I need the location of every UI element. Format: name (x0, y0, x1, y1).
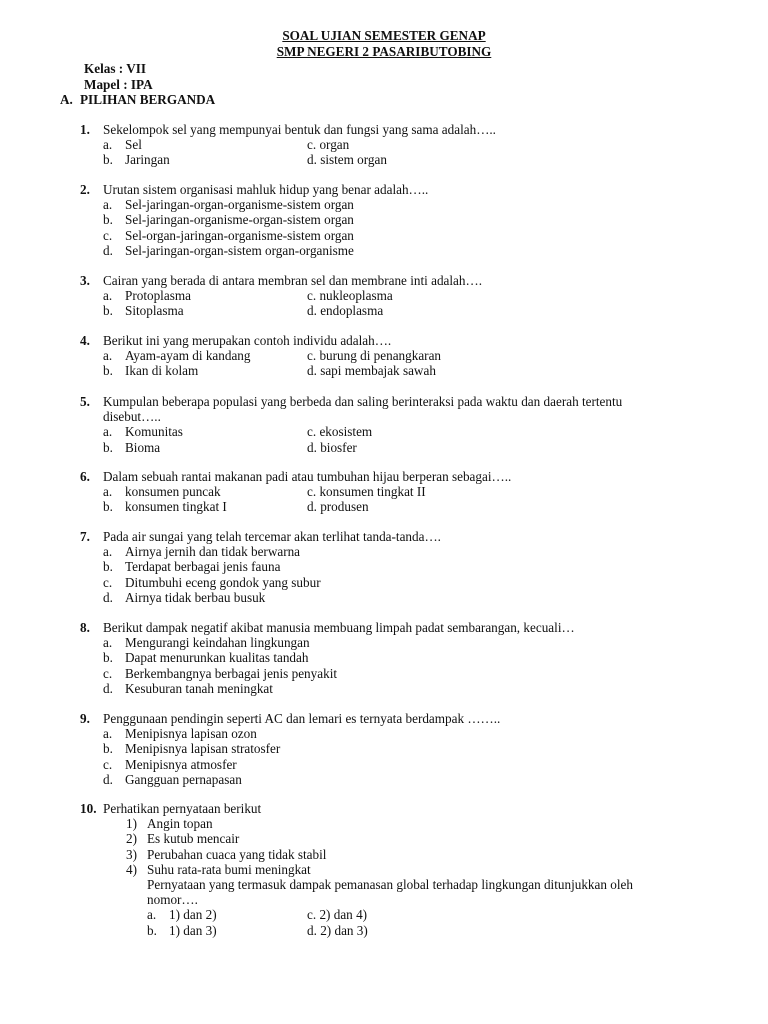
option-letter: a. (103, 484, 113, 500)
question-1 (80, 122, 720, 168)
option-letter: b. (147, 922, 157, 938)
question-7 (80, 529, 720, 605)
option-text: konsumen tingkat I (125, 499, 227, 515)
option-text: Kesuburan tanah meningkat (125, 680, 273, 696)
question-text: Penggunaan pendingin seperti AC dan lemari es ternyata berdampak …….. (103, 711, 501, 726)
option-text: Komunitas (125, 424, 183, 440)
option-text: c. ekosistem (307, 424, 373, 440)
option-text: d. sapi membajak sawah (307, 363, 436, 379)
option-text: Menipisnya lapisan ozon (125, 726, 257, 742)
option-letter: d. (103, 242, 113, 258)
statement-text: Es kutub mencair (147, 831, 240, 847)
question-3 (80, 273, 720, 319)
question-number: 7. (80, 529, 90, 544)
question-text: Perhatikan pernyataan berikut (103, 801, 262, 816)
option-text: 1) dan 2) (169, 907, 217, 923)
option-letter: b. (103, 559, 113, 575)
question-prompt (147, 877, 720, 907)
option-text: Sel-jaringan-organisme-organ-sistem organ (125, 212, 354, 228)
option-text: Ayam-ayam di kandang (125, 348, 251, 364)
question-10 (80, 801, 720, 938)
option-text: Airnya tidak berbau busuk (125, 589, 266, 605)
option-letter: a. (147, 907, 157, 923)
statement-text: Suhu rata-rata bumi meningkat (147, 861, 311, 877)
option-text: Sel-jaringan-organ-sistem organ-organisme (125, 242, 354, 258)
subject-label: Mapel : IPA (84, 77, 153, 92)
question-number: 5. (80, 394, 90, 409)
statement-number: 2) (126, 831, 137, 847)
option-text: Sel-organ-jaringan-organisme-sistem organ (125, 227, 354, 243)
class-label: Kelas : VII (84, 61, 147, 76)
option-letter: a. (103, 424, 113, 440)
option-letter: d. (103, 589, 113, 605)
school-name: SMP NEGERI 2 PASARIBUTOBING (276, 44, 492, 59)
option-letter: b. (103, 741, 113, 757)
question-2 (80, 182, 720, 258)
option-letter: a. (103, 544, 113, 560)
option-text: konsumen puncak (125, 484, 221, 500)
option-text: c. 2) dan 4) (307, 907, 368, 923)
question-text: Berikut ini yang merupakan contoh individu adalah…. (103, 333, 392, 348)
option-text: d. biosfer (307, 439, 357, 455)
question-6 (80, 469, 720, 515)
option-text: d. endoplasma (307, 303, 384, 319)
option-text: Bioma (125, 439, 161, 455)
question-9 (80, 711, 720, 787)
option-letter: d. (103, 771, 113, 787)
option-letter: c. (103, 574, 113, 590)
option-text: Sitoplasma (125, 303, 184, 319)
question-number: 10. (80, 801, 97, 816)
option-text: c. nukleoplasma (307, 288, 393, 304)
option-letter: a. (103, 635, 113, 651)
option-letter: b. (103, 152, 113, 168)
question-number: 4. (80, 333, 90, 348)
exam-title: SOAL UJIAN SEMESTER GENAP (282, 28, 486, 43)
option-letter: a. (103, 197, 113, 213)
option-text: Berkembangnya berbagai jenis penyakit (125, 665, 338, 681)
question-8 (80, 620, 720, 696)
option-text: d. produsen (307, 499, 369, 515)
question-number: 3. (80, 273, 90, 288)
statement-number: 3) (126, 846, 137, 862)
section-letter: A. (60, 92, 73, 107)
question-text: Sekelompok sel yang mempunyai bentuk dan fungsi yang sama adalah….. (103, 122, 496, 137)
question-number: 8. (80, 620, 90, 635)
option-letter: a. (103, 348, 113, 364)
question-number: 9. (80, 711, 90, 726)
option-text: Terdapat berbagai jenis fauna (125, 559, 281, 575)
option-letter: c. (103, 756, 113, 772)
option-text: Jaringan (125, 152, 170, 168)
option-letter: b. (103, 499, 113, 515)
question-text: Dalam sebuah rantai makanan padi atau tumbuhan hijau berperan sebagai….. (103, 469, 512, 484)
option-text: Menipisnya lapisan stratosfer (125, 741, 281, 757)
statement-number: 4) (126, 861, 137, 877)
question-number: 6. (80, 469, 90, 484)
option-letter: b. (103, 439, 113, 455)
option-text: c. burung di penangkaran (307, 348, 442, 364)
question-text: Cairan yang berada di antara membran sel dan membrane inti adalah…. (103, 273, 482, 288)
statement-text: Perubahan cuaca yang tidak stabil (147, 846, 327, 862)
option-letter: b. (103, 303, 113, 319)
option-text: Airnya jernih dan tidak berwarna (125, 544, 301, 560)
option-letter: c. (103, 227, 113, 243)
option-letter: a. (103, 726, 113, 742)
option-text: Menipisnya atmosfer (125, 756, 237, 772)
question-4 (80, 333, 720, 379)
option-text: d. sistem organ (307, 152, 387, 168)
option-letter: a. (103, 288, 113, 304)
section-heading (60, 92, 215, 108)
option-text: c. konsumen tingkat II (307, 484, 426, 500)
option-text: d. 2) dan 3) (307, 922, 368, 938)
question-text: Kumpulan beberapa populasi yang berbeda dan saling berinteraksi pada waktu dan daerah tertentu (103, 394, 623, 409)
question-text: Urutan sistem organisasi mahluk hidup yang benar adalah….. (103, 182, 429, 197)
option-text: Sel (125, 137, 142, 153)
option-letter: b. (103, 212, 113, 228)
question-prompt-line: Pernyataan yang termasuk dampak pemanasan global terhadap lingkungan ditunjukkan oleh (147, 876, 633, 892)
question-text: Pada air sungai yang telah tercemar akan terlihat tanda-tanda…. (103, 529, 441, 544)
section-label: PILIHAN BERGANDA (80, 92, 216, 107)
question-5 (80, 394, 720, 455)
option-letter: c. (103, 665, 113, 681)
option-text: Gangguan pernapasan (125, 771, 242, 787)
question-number: 1. (80, 122, 90, 137)
question-text: Berikut dampak negatif akibat manusia membuang limpah padat sembarangan, kecuali… (103, 620, 575, 635)
statement-number: 1) (126, 816, 137, 832)
option-text: 1) dan 3) (169, 922, 217, 938)
option-text: Protoplasma (125, 288, 191, 304)
option-letter: b. (103, 363, 113, 379)
statement-text: Angin topan (147, 816, 213, 832)
option-text: Mengurangi keindahan lingkungan (125, 635, 310, 651)
option-text: Sel-jaringan-organ-organisme-sistem organ (125, 197, 354, 213)
option-text: Ditumbuhi eceng gondok yang subur (125, 574, 321, 590)
question-number: 2. (80, 182, 90, 197)
option-letter: d. (103, 680, 113, 696)
option-letter: a. (103, 137, 113, 153)
question-text-continued: disebut….. (103, 409, 161, 425)
option-letter: b. (103, 650, 113, 666)
option-text: c. organ (307, 137, 350, 153)
option-text: Dapat menurunkan kualitas tandah (125, 650, 309, 666)
question-prompt-line: nomor…. (147, 892, 198, 908)
option-text: Ikan di kolam (125, 363, 199, 379)
